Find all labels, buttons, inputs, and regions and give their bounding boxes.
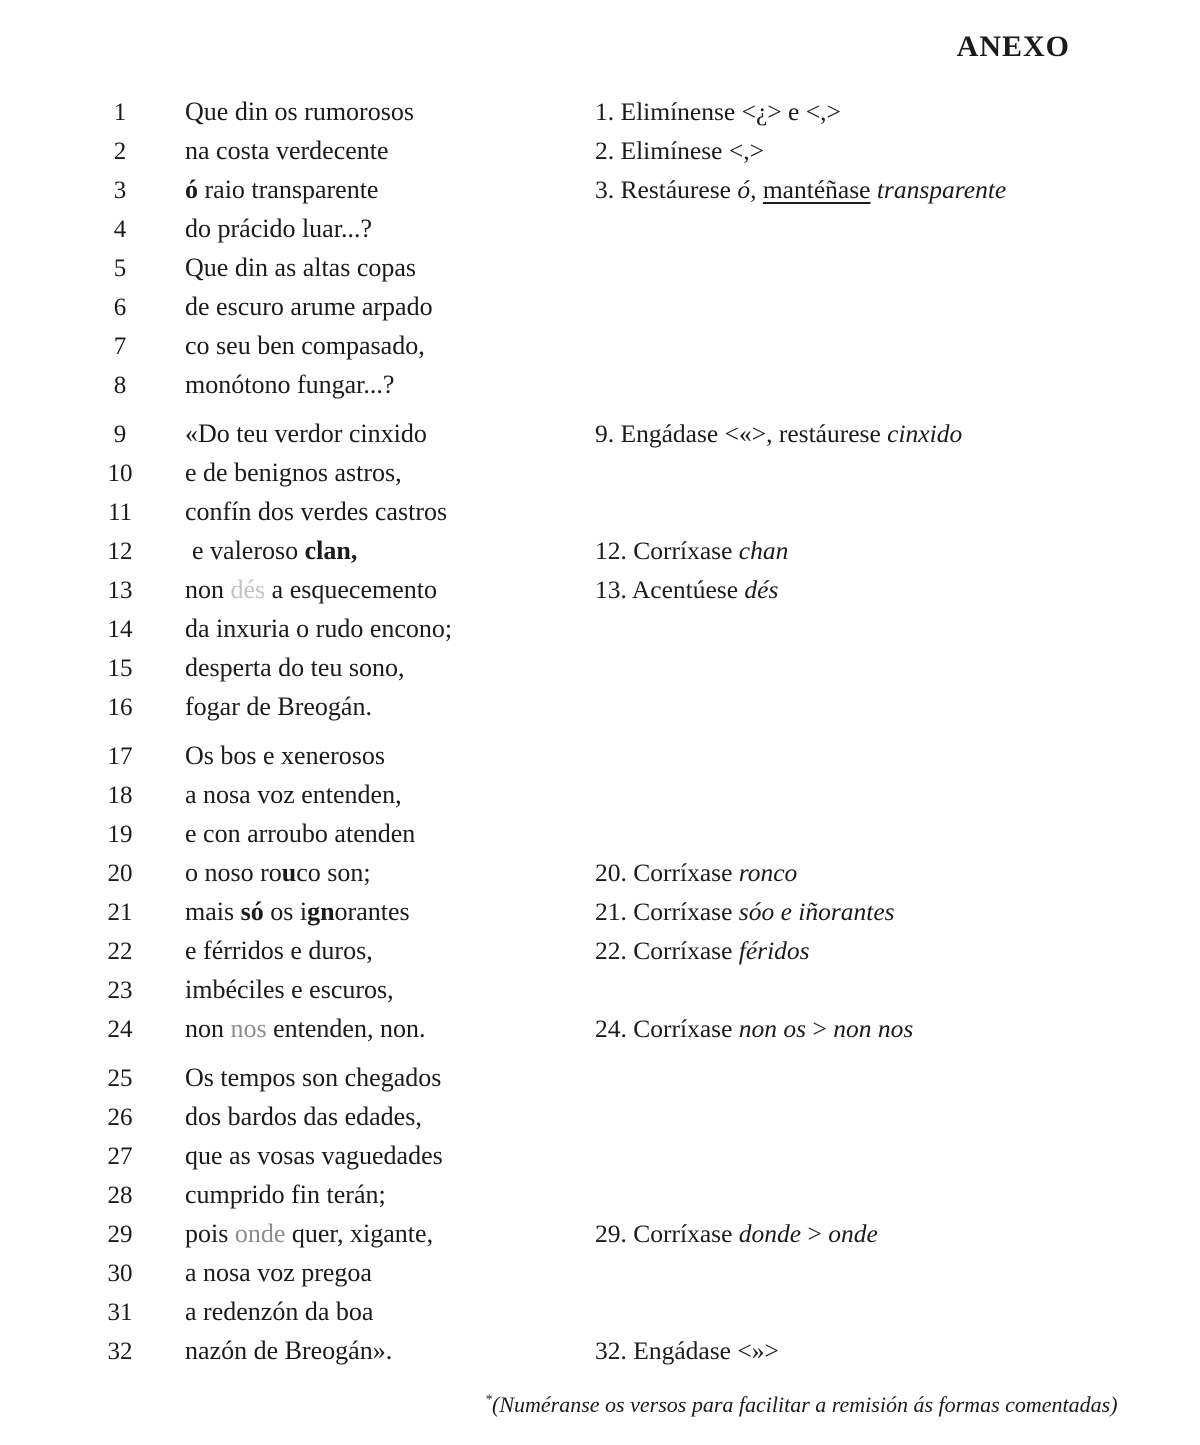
verse-text [185, 814, 595, 853]
footnote-marker: * [485, 1392, 492, 1408]
apparatus-note [595, 170, 1200, 209]
text-segment: co son; [296, 858, 371, 887]
verse-row [0, 453, 1200, 492]
text-segment: 24. Corríxase [595, 1014, 739, 1043]
verse-row [0, 1058, 1200, 1097]
verse-text [185, 287, 595, 326]
text-segment: entenden, non. [266, 1014, 426, 1043]
line-number: 28 [107, 1182, 133, 1209]
apparatus-note [595, 853, 1200, 892]
verse-text [185, 1136, 595, 1175]
text-segment: non [185, 1014, 231, 1043]
verse-row [0, 736, 1200, 775]
text-segment: Que din as altas copas [185, 253, 417, 282]
verse-text [185, 131, 595, 170]
text-segment: u [281, 858, 297, 887]
line-number: 12 [107, 538, 133, 565]
text-segment: transparente [876, 175, 1007, 204]
text-segment: > [801, 1219, 829, 1248]
verse-text [185, 931, 595, 970]
text-segment: féridos [738, 936, 810, 965]
text-segment: Os tempos son chegados [185, 1063, 442, 1092]
apparatus-note [595, 131, 1200, 170]
text-segment: da inxuria o rudo encono; [185, 614, 453, 643]
text-segment: imbéciles e escuros, [185, 975, 394, 1004]
stanza [0, 414, 1200, 726]
verse-row [0, 531, 1200, 570]
text-segment: quer, xigante, [285, 1219, 434, 1248]
verse-text [185, 326, 595, 365]
stanza [0, 92, 1200, 404]
verse-row [0, 648, 1200, 687]
text-segment: que as vosas vaguedades [185, 1141, 443, 1170]
verse-text [185, 92, 595, 131]
apparatus-note [595, 92, 1200, 131]
text-segment: nazón de Breogán». [185, 1336, 393, 1365]
text-segment: orantes [334, 897, 410, 926]
text-segment: 1. Elimínense <¿> e <,> [595, 97, 841, 126]
verse-row [0, 170, 1200, 209]
text-segment: ronco [738, 858, 798, 887]
text-segment: do prácido luar...? [185, 214, 372, 243]
verse-row [0, 931, 1200, 970]
verse-text [185, 853, 595, 892]
verse-row [0, 1253, 1200, 1292]
verse-row [0, 1097, 1200, 1136]
verse-text [185, 687, 595, 726]
text-segment: dés [744, 575, 779, 604]
text-segment: confín dos verdes castros [185, 497, 448, 526]
verse-row [0, 687, 1200, 726]
verse-row [0, 209, 1200, 248]
text-segment: Que din os rumorosos [185, 97, 414, 126]
text-segment: co seu ben compasado, [185, 331, 425, 360]
line-number: 32 [107, 1338, 133, 1365]
line-number: 15 [107, 655, 133, 682]
line-number: 18 [107, 782, 133, 809]
verse-row [0, 1331, 1200, 1370]
line-number: 22 [107, 938, 133, 965]
apparatus-note [595, 414, 1200, 453]
text-segment: a esquecemento [265, 575, 437, 604]
text-segment: a nosa voz pregoa [185, 1258, 372, 1287]
text-segment: ó [185, 175, 198, 204]
text-segment: mais [185, 897, 241, 926]
text-segment: chan [738, 536, 789, 565]
text-segment: 9. Engádase <«>, restáurese [595, 419, 888, 448]
verse-text [185, 892, 595, 931]
line-number: 19 [107, 821, 133, 848]
verse-text [185, 1097, 595, 1136]
line-number: 2 [113, 138, 127, 165]
text-segment: só [240, 897, 264, 926]
verse-text [185, 209, 595, 248]
verse-text [185, 1331, 595, 1370]
text-segment: cinxido [887, 419, 963, 448]
line-number: 7 [113, 333, 127, 360]
stanza [0, 736, 1200, 1048]
stanza [0, 1058, 1200, 1370]
text-segment: os i [263, 897, 308, 926]
line-number: 3 [113, 177, 127, 204]
text-segment: non os [738, 1014, 807, 1043]
line-number: 27 [107, 1143, 133, 1170]
text-segment: 3. Restáurese [595, 175, 738, 204]
text-segment: 12. Corríxase [595, 536, 739, 565]
verse-row [0, 814, 1200, 853]
verse-text [185, 248, 595, 287]
verse-text [185, 453, 595, 492]
text-segment: 20. Corríxase [595, 858, 739, 887]
line-number: 31 [107, 1299, 133, 1326]
verse-text [185, 1214, 595, 1253]
verse-row [0, 892, 1200, 931]
text-segment: monótono fungar...? [185, 370, 395, 399]
text-segment: 2. Elimínese <,> [595, 136, 764, 165]
text-segment: 21. Corríxase [595, 897, 739, 926]
text-segment: fogar de Breogán. [185, 692, 372, 721]
line-number: 25 [107, 1065, 133, 1092]
verse-row [0, 609, 1200, 648]
text-segment: 29. Corríxase [595, 1219, 739, 1248]
verse-row [0, 365, 1200, 404]
text-segment: > [806, 1014, 834, 1043]
text-segment: e con arroubo atenden [185, 819, 416, 848]
verse-row [0, 248, 1200, 287]
text-segment: dos bardos das edades, [185, 1102, 422, 1131]
line-number: 30 [107, 1260, 133, 1287]
text-segment: «Do teu verdor cinxido [185, 419, 427, 448]
text-segment: mantéñase [762, 175, 871, 204]
text-segment: onde [828, 1219, 878, 1248]
text-segment: Os bos e xenerosos [185, 741, 386, 770]
verse-row [0, 131, 1200, 170]
line-number: 4 [113, 216, 127, 243]
text-segment: ó, [737, 175, 757, 204]
line-number: 8 [113, 372, 127, 399]
verse-text [185, 1009, 595, 1048]
verse-text [185, 492, 595, 531]
verse-row [0, 287, 1200, 326]
text-segment: gn [307, 897, 335, 926]
verse-text [185, 1175, 595, 1214]
poem-with-apparatus [0, 92, 1200, 1370]
verse-text [185, 531, 595, 570]
line-number: 11 [107, 499, 133, 526]
text-segment: e de benignos astros, [185, 458, 402, 487]
apparatus-note [595, 892, 1200, 931]
verse-row [0, 414, 1200, 453]
text-segment: sóo e iñorantes [738, 897, 895, 926]
verse-row [0, 970, 1200, 1009]
line-number: 20 [107, 860, 133, 887]
verse-row [0, 492, 1200, 531]
footnote [485, 1392, 1200, 1418]
line-number: 10 [107, 460, 133, 487]
text-segment: dés [230, 575, 266, 604]
line-number: 29 [107, 1221, 133, 1248]
text-segment: a redenzón da boa [185, 1297, 374, 1326]
verse-text [185, 970, 595, 1009]
apparatus-note [595, 531, 1200, 570]
line-number: 21 [107, 899, 133, 926]
verse-text [185, 736, 595, 775]
apparatus-note [595, 931, 1200, 970]
verse-text [185, 609, 595, 648]
line-number: 13 [107, 577, 133, 604]
verse-text [185, 1058, 595, 1097]
text-segment: non nos [833, 1014, 914, 1043]
verse-row [0, 1292, 1200, 1331]
verse-row [0, 92, 1200, 131]
text-segment: donde [738, 1219, 802, 1248]
apparatus-note [595, 1214, 1200, 1253]
page-title: ANEXO [956, 30, 1070, 63]
verse-row [0, 1009, 1200, 1048]
text-segment: nos [230, 1014, 267, 1043]
text-segment: non [185, 575, 231, 604]
verse-row [0, 326, 1200, 365]
text-segment: cumprido fin terán; [185, 1180, 386, 1209]
verse-text [185, 1253, 595, 1292]
apparatus-note [595, 1009, 1200, 1048]
text-segment: raio transparente [198, 175, 379, 204]
text-segment: o noso ro [185, 858, 282, 887]
text-segment: 22. Corríxase [595, 936, 739, 965]
apparatus-note [595, 570, 1200, 609]
line-number: 5 [113, 255, 127, 282]
text-segment: e férridos e duros, [185, 936, 373, 965]
line-number: 6 [113, 294, 127, 321]
verse-text [185, 365, 595, 404]
text-segment: na costa verdecente [185, 136, 389, 165]
verse-row [0, 1214, 1200, 1253]
text-segment: a nosa voz entenden, [185, 780, 402, 809]
verse-row [0, 1136, 1200, 1175]
line-number: 17 [107, 743, 133, 770]
text-segment: e valeroso [192, 536, 305, 565]
verse-text [185, 570, 595, 609]
text-segment: clan, [304, 536, 358, 565]
line-number: 23 [107, 977, 133, 1004]
line-number: 14 [107, 616, 133, 643]
verse-text [185, 1292, 595, 1331]
verse-text [185, 170, 595, 209]
line-number: 16 [107, 694, 133, 721]
text-segment: 13. Acentúese [595, 575, 745, 604]
footnote-text: (Numéranse os versos para facilitar a remisión ás formas comentadas) [492, 1392, 1118, 1417]
verse-text [185, 414, 595, 453]
verse-row [0, 570, 1200, 609]
line-number: 26 [107, 1104, 133, 1131]
text-segment: desperta do teu sono, [185, 653, 405, 682]
text-segment: pois [185, 1219, 235, 1248]
apparatus-note [595, 1331, 1200, 1370]
line-number: 24 [107, 1016, 133, 1043]
verse-text [185, 775, 595, 814]
verse-row [0, 775, 1200, 814]
text-segment: onde [234, 1219, 286, 1248]
verse-row [0, 1175, 1200, 1214]
verse-text [185, 648, 595, 687]
line-number: 1 [113, 99, 127, 126]
line-number: 9 [113, 421, 127, 448]
page-header [0, 0, 1200, 64]
text-segment: 32. Engádase <»> [595, 1336, 779, 1365]
verse-row [0, 853, 1200, 892]
text-segment: de escuro arume arpado [185, 292, 433, 321]
